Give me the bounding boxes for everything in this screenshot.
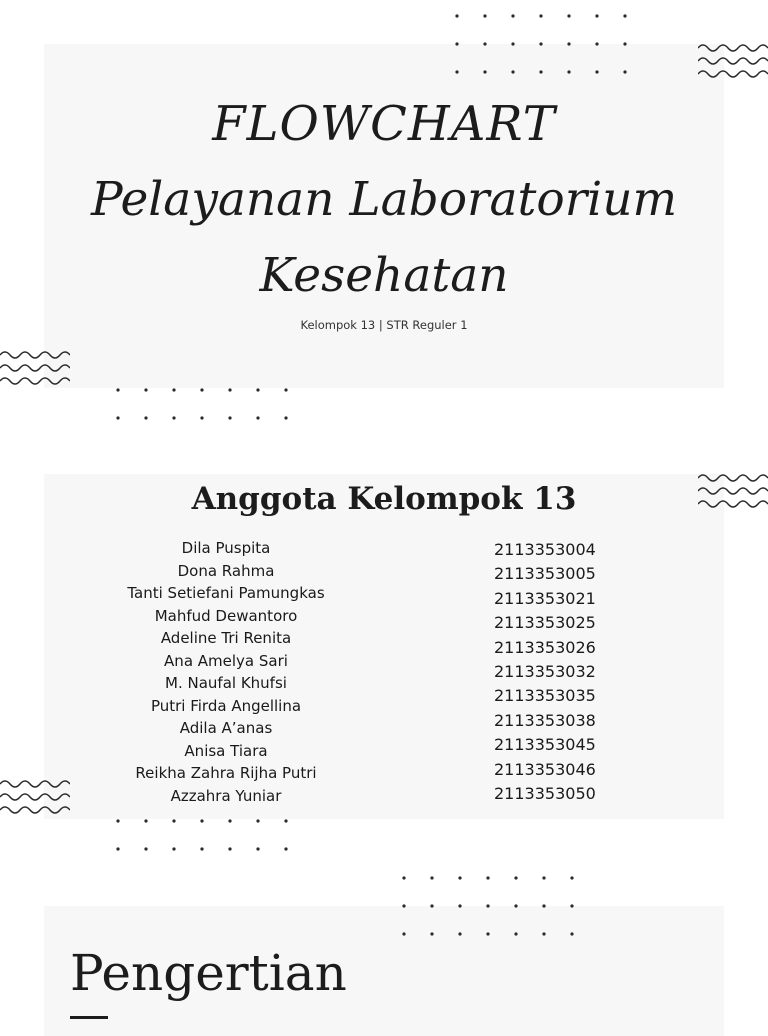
wave-decoration [0, 776, 70, 820]
member-name-list [106, 537, 346, 807]
members-heading: Anggota Kelompok 13 [191, 481, 577, 517]
list-item: Reikha Zahra Rijha Putri [135, 764, 317, 782]
list-item: 2113353045 [494, 735, 596, 755]
definition-heading: Pengertian [70, 944, 347, 1002]
list-item: Mahfud Dewantoro [154, 606, 298, 625]
list-item: 2113353050 [494, 783, 596, 803]
dot-grid-lower-right [398, 872, 580, 942]
heading-underline [70, 1016, 108, 1019]
list-item: 2113353021 [494, 588, 596, 608]
list-item: 2113353025 [494, 613, 596, 633]
list-item: Tanti Setiefani Pamungkas [127, 584, 325, 602]
page-title: FLOWCHART [212, 96, 556, 152]
member-id-list [494, 538, 634, 806]
wave-lines-mid-left [0, 347, 70, 391]
dot-grid-decoration [398, 872, 580, 942]
page-title-line-2: Pelayanan Laboratorium [90, 172, 678, 227]
page-title-line-3: Kesehatan [259, 248, 509, 303]
dot-grid-decoration [112, 384, 294, 424]
list-item: 2113353046 [494, 759, 596, 779]
list-item: Adila A’anas [179, 719, 273, 737]
list-item: 2113353004 [494, 540, 596, 559]
dot-grid-decoration [112, 815, 294, 855]
list-item: Dona Rahma [177, 561, 275, 580]
list-item: Azzahra Yuniar [170, 786, 282, 805]
page-subtitle: Kelompok 13 | STR Reguler 1 [300, 318, 468, 332]
wave-lines-top-right [698, 40, 768, 84]
list-item: Putri Firda Angellina [150, 696, 302, 715]
wave-lines-lower-left [0, 776, 70, 820]
list-item: 2113353026 [494, 637, 596, 657]
list-item: 2113353035 [494, 686, 596, 706]
list-item: M. Naufal Khufsi [165, 674, 287, 692]
wave-decoration [698, 40, 768, 84]
dot-grid-upper-left [112, 384, 294, 424]
dot-grid-top-right [450, 10, 630, 80]
list-item: Anisa Tiara [184, 741, 268, 760]
list-item: Ana Amelya Sari [164, 651, 288, 670]
dot-grid-lower-left [112, 815, 294, 855]
list-item: 2113353038 [494, 710, 596, 730]
list-item: Adeline Tri Renita [160, 629, 292, 647]
list-item: Dila Puspita [181, 539, 271, 557]
wave-decoration [0, 347, 70, 391]
list-item: 2113353032 [494, 661, 596, 681]
list-item: 2113353005 [494, 564, 596, 584]
dot-grid-decoration [450, 10, 630, 80]
